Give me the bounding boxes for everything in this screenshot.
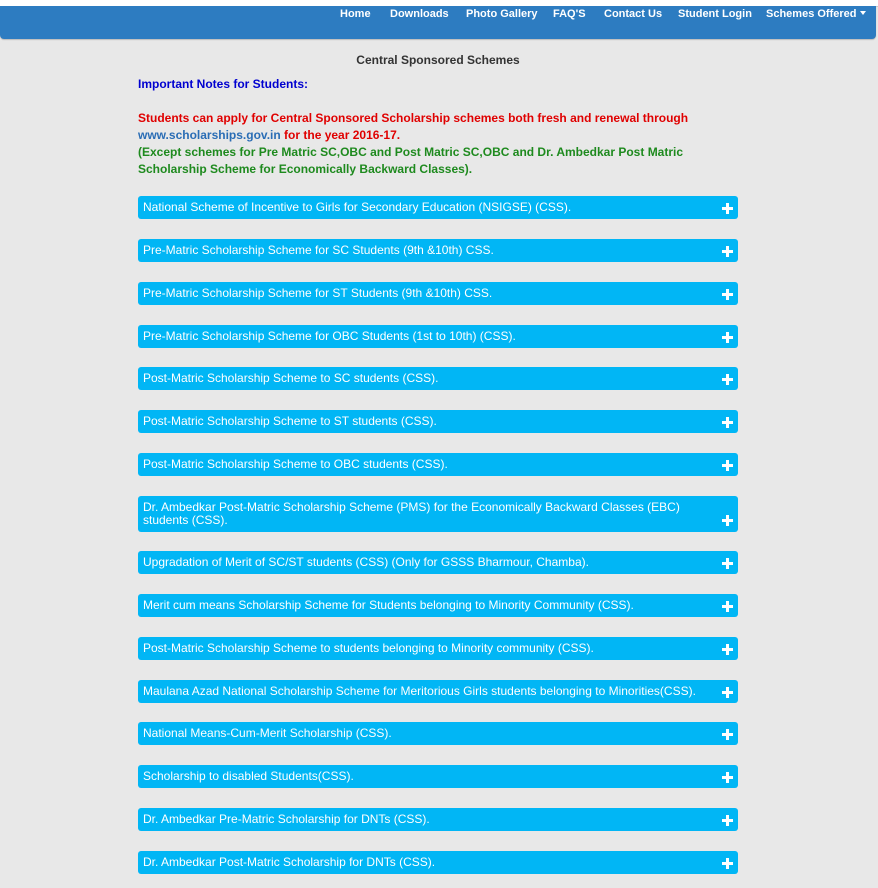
nav-downloads-link[interactable]: Downloads [390, 8, 449, 20]
notes-exception-text: (Except schemes for Pre Matric SC,OBC and Post Matric SC,OBC and Dr. Ambedkar Post Matric Scholarship Scheme for Economically Backward Classes). [138, 145, 684, 176]
scheme-accordion-item[interactable] [138, 851, 738, 874]
plus-icon[interactable] [722, 460, 733, 471]
scheme-title: Upgradation of Merit of SC/ST students (CSS) (Only for GSSS Bharmour, Chamba). [143, 555, 589, 569]
scheme-title: Scholarship to disabled Students(CSS). [143, 769, 354, 783]
nav-home-link[interactable]: Home [340, 8, 371, 20]
scheme-title: Merit cum means Scholarship Scheme for Students belonging to Minority Community (CSS). [143, 598, 634, 612]
scheme-title: Dr. Ambedkar Post-Matric Scholarship Scheme (PMS) for the Economically Backward Classes (EBC) students (CSS). [143, 500, 680, 527]
scheme-title: Dr. Ambedkar Pre-Matric Scholarship for DNTs (CSS). [143, 812, 430, 826]
scheme-accordion-item[interactable] [138, 239, 738, 262]
scheme-accordion-item[interactable] [138, 551, 738, 574]
scheme-title: Maulana Azad National Scholarship Scheme for Meritorious Girls students belonging to Minorities(CSS). [143, 684, 696, 698]
plus-icon[interactable] [722, 858, 733, 869]
scheme-title: National Means-Cum-Merit Scholarship (CSS). [143, 726, 392, 740]
plus-icon[interactable] [722, 289, 733, 300]
scheme-title: Post-Matric Scholarship Scheme to OBC students (CSS). [143, 457, 448, 471]
scheme-title: Post-Matric Scholarship Scheme to ST students (CSS). [143, 414, 437, 428]
scheme-accordion-item[interactable] [138, 282, 738, 305]
scheme-accordion-item[interactable] [138, 722, 738, 745]
plus-icon[interactable] [722, 332, 733, 343]
nav-schemes-offered-dropdown[interactable] [766, 8, 866, 20]
plus-icon[interactable] [722, 374, 733, 385]
plus-icon[interactable] [722, 815, 733, 826]
page-title: Central Sponsored Schemes [356, 53, 520, 67]
scheme-title: Pre-Matric Scholarship Scheme for OBC Students (1st to 10th) (CSS). [143, 329, 516, 343]
plus-icon[interactable] [722, 772, 733, 783]
navbar [0, 6, 876, 39]
nav-contact-us-link[interactable]: Contact Us [604, 8, 663, 20]
scheme-title: Dr. Ambedkar Post-Matric Scholarship for DNTs (CSS). [143, 855, 436, 869]
plus-icon[interactable] [722, 203, 733, 214]
plus-icon[interactable] [722, 687, 733, 698]
plus-icon[interactable] [722, 644, 733, 655]
scheme-accordion-item[interactable] [138, 367, 738, 390]
notes-apply-text: Students can apply for Central Sponsored Scholarship schemes both fresh and renewal through [138, 111, 689, 125]
scheme-accordion-item[interactable] [138, 453, 738, 476]
scheme-accordion-item[interactable] [138, 808, 738, 831]
scheme-title: Post-Matric Scholarship Scheme to SC students (CSS). [143, 371, 439, 385]
nav-faqs-link[interactable]: FAQ'S [553, 8, 586, 20]
schemes-offered-label: Schemes Offered [766, 8, 857, 20]
nav-photo-gallery-link[interactable]: Photo Gallery [466, 8, 538, 20]
notes-year-text: for the year 2016-17. [280, 128, 401, 142]
scheme-accordion-item[interactable] [138, 765, 738, 788]
scheme-title: Pre-Matric Scholarship Scheme for ST Students (9th &10th) CSS. [143, 286, 493, 300]
scheme-accordion-item[interactable] [138, 637, 738, 660]
plus-icon[interactable] [722, 558, 733, 569]
caret-down-icon [860, 11, 866, 15]
notes-heading: Important Notes for Students: [138, 77, 308, 91]
plus-icon[interactable] [722, 729, 733, 740]
plus-icon[interactable] [722, 246, 733, 257]
scheme-accordion-item[interactable] [138, 196, 738, 219]
plus-icon[interactable] [722, 515, 733, 526]
scholarships-portal-link[interactable]: www.scholarships.gov.in [138, 128, 281, 142]
scheme-accordion-item[interactable] [138, 325, 738, 348]
nav-student-login-link[interactable]: Student Login [678, 8, 752, 20]
plus-icon[interactable] [722, 601, 733, 612]
scheme-title: National Scheme of Incentive to Girls for Secondary Education (NSIGSE) (CSS). [143, 200, 572, 214]
scheme-accordion-item[interactable] [138, 680, 738, 703]
scheme-accordion-item[interactable] [138, 594, 738, 617]
scheme-accordion-item[interactable] [138, 496, 738, 532]
plus-icon[interactable] [722, 417, 733, 428]
scheme-title: Pre-Matric Scholarship Scheme for SC Students (9th &10th) CSS. [143, 243, 494, 257]
notes-block [138, 110, 738, 178]
scheme-title: Post-Matric Scholarship Scheme to students belonging to Minority community (CSS). [143, 641, 594, 655]
scheme-accordion-item[interactable] [138, 410, 738, 433]
